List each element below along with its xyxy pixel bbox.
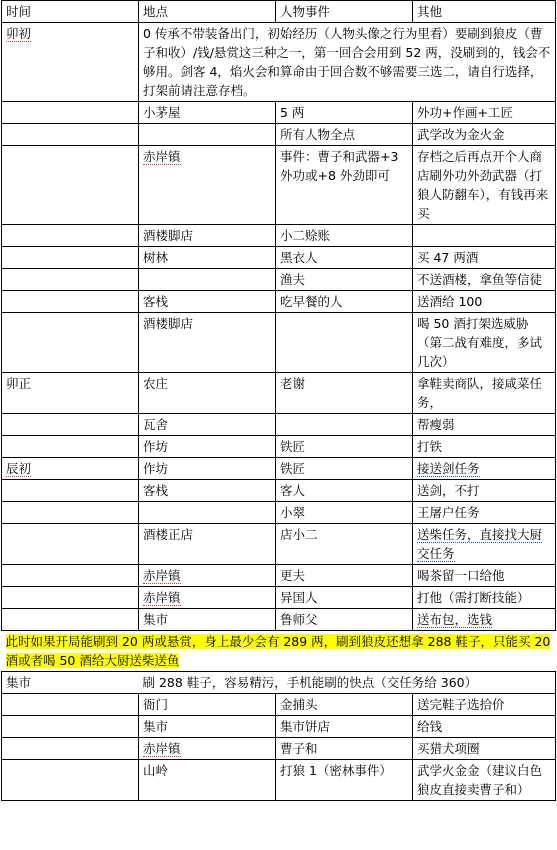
other-cell: 存档之后再点开个人商店刷外功外劲武器（打狼人防翻车），有钱再来买: [413, 146, 556, 225]
place-cell: [139, 124, 276, 146]
place-cell: 赤岸镇: [139, 587, 276, 609]
event-cell: [276, 313, 413, 373]
place-cell: 赤岸镇: [139, 146, 276, 225]
event-cell: 店小二: [276, 524, 413, 565]
event-cell: 铁匠: [276, 458, 413, 480]
other-cell: 喝 50 酒打架选威胁（第二战有难度，多试几次）: [413, 313, 556, 373]
other-cell: 王屠户任务: [413, 502, 556, 524]
place-cell: 酒楼脚店: [139, 313, 276, 373]
table-row: [2, 458, 556, 480]
event-cell: 事件：曹子和武器+3 外功或+8 外劲即可: [276, 146, 413, 225]
market-note: 刷 288 鞋子，容易精污，手机能刷的快点（交任务给 360）: [139, 672, 556, 694]
table-row: [2, 436, 556, 458]
header-event: 人物事件: [276, 1, 413, 23]
guide-table: [1, 0, 556, 801]
event-cell: 曹子和: [276, 738, 413, 760]
other-cell: 喝茶留一口给他: [413, 565, 556, 587]
place-cell: 作坊: [139, 458, 276, 480]
event-cell: 黑衣人: [276, 247, 413, 269]
event-cell: 更夫: [276, 565, 413, 587]
other-cell: 武学改为金火金: [413, 124, 556, 146]
table-row: [2, 502, 556, 524]
other-cell: 打他（需打断技能）: [413, 587, 556, 609]
event-cell: 小二赊账: [276, 225, 413, 247]
time-cell: 辰初: [2, 458, 139, 480]
table-row: [2, 716, 556, 738]
header-place: 地点: [139, 1, 276, 23]
place-cell: 衙门: [139, 694, 276, 716]
highlight-note: 此时如果开局能刷到 20 两或悬赏，身上最少会有 289 两，刷到狼皮还想拿 288 鞋子，只能买 20 酒或者喝 50 酒给大厨送柴送鱼: [2, 631, 556, 672]
table-row: [2, 124, 556, 146]
event-cell: 所有人物全点: [276, 124, 413, 146]
other-cell: 给钱: [413, 716, 556, 738]
table-row: [2, 146, 556, 225]
table-row: [2, 414, 556, 436]
place-cell: 集市: [139, 716, 276, 738]
place-cell: 树林: [139, 247, 276, 269]
event-cell: 渔夫: [276, 269, 413, 291]
event-cell: 老谢: [276, 373, 413, 414]
event-cell: 小翠: [276, 502, 413, 524]
other-cell: 送剑，不打: [413, 480, 556, 502]
place-cell: 酒楼脚店: [139, 225, 276, 247]
event-cell: 金捕头: [276, 694, 413, 716]
other-cell: 送柴任务，直接找大厨交任务: [413, 524, 556, 565]
table-row: [2, 760, 556, 801]
other-cell: 买猎犬项圈: [413, 738, 556, 760]
table-row: [2, 23, 556, 102]
place-cell: 山岭: [139, 760, 276, 801]
event-cell: 异国人: [276, 587, 413, 609]
other-cell: 买 47 两酒: [413, 247, 556, 269]
table-row: [2, 609, 556, 631]
time-cell: 卯初: [2, 23, 139, 102]
place-cell: 赤岸镇: [139, 738, 276, 760]
table-row: [2, 102, 556, 124]
place-cell: [139, 269, 276, 291]
place-cell: 客栈: [139, 291, 276, 313]
event-cell: 铁匠: [276, 436, 413, 458]
other-cell: 接送剑任务: [413, 458, 556, 480]
other-cell: [413, 225, 556, 247]
event-cell: 5 两: [276, 102, 413, 124]
place-cell: 瓦舍: [139, 414, 276, 436]
table-row: [2, 373, 556, 414]
other-cell: 送布包，选钱: [413, 609, 556, 631]
other-cell: 外功+作画+工匠: [413, 102, 556, 124]
place-cell: 赤岸镇: [139, 565, 276, 587]
table-row: [2, 225, 556, 247]
event-cell: 客人: [276, 480, 413, 502]
place-cell: 作坊: [139, 436, 276, 458]
place-cell: 农庄: [139, 373, 276, 414]
other-cell: 帮瘦弱: [413, 414, 556, 436]
table-row: [2, 587, 556, 609]
event-cell: [276, 414, 413, 436]
table-row: [2, 738, 556, 760]
table-row: [2, 694, 556, 716]
place-cell: 集市: [139, 609, 276, 631]
table-row: [2, 269, 556, 291]
place-cell: [139, 502, 276, 524]
header-other: 其他: [413, 1, 556, 23]
event-cell: 集市饼店: [276, 716, 413, 738]
place-cell: 集市: [2, 672, 139, 694]
table-row: [2, 565, 556, 587]
place-cell: 小茅屋: [139, 102, 276, 124]
table-row: [2, 480, 556, 502]
other-cell: 拿鞋卖商队，接咸菜任务，: [413, 373, 556, 414]
intro-cell: 0 传承不带装备出门，初始经历（人物头像之行为里看）要刷到狼皮（曹子和收）/钱/悬赏这三种之一，第一回合会用到 52 两，没刷到的，钱会不够用。剑客 4，焰火会和算命由于回合数不够需要三选二，请自行选择，打架前请注意存档。: [139, 23, 556, 102]
event-cell: 鲁师父: [276, 609, 413, 631]
table-row: [2, 291, 556, 313]
event-cell: 打狼 1（密林事件）: [276, 760, 413, 801]
table-row: [2, 313, 556, 373]
highlight-note-row: [2, 631, 556, 672]
other-cell: 不送酒楼，拿鱼等信徒: [413, 269, 556, 291]
header-row: [2, 1, 556, 23]
market-row: [2, 672, 556, 694]
other-cell: 送完鞋子选拾价: [413, 694, 556, 716]
place-cell: 酒楼正店: [139, 524, 276, 565]
other-cell: 武学火金金（建议白色狼皮直接卖曹子和）: [413, 760, 556, 801]
other-cell: 送酒给 100: [413, 291, 556, 313]
event-cell: 吃早餐的人: [276, 291, 413, 313]
table-row: [2, 247, 556, 269]
time-cell: 卯正: [2, 373, 139, 414]
place-cell: 客栈: [139, 480, 276, 502]
other-cell: 打铁: [413, 436, 556, 458]
table-row: [2, 524, 556, 565]
header-time: 时间: [2, 1, 139, 23]
